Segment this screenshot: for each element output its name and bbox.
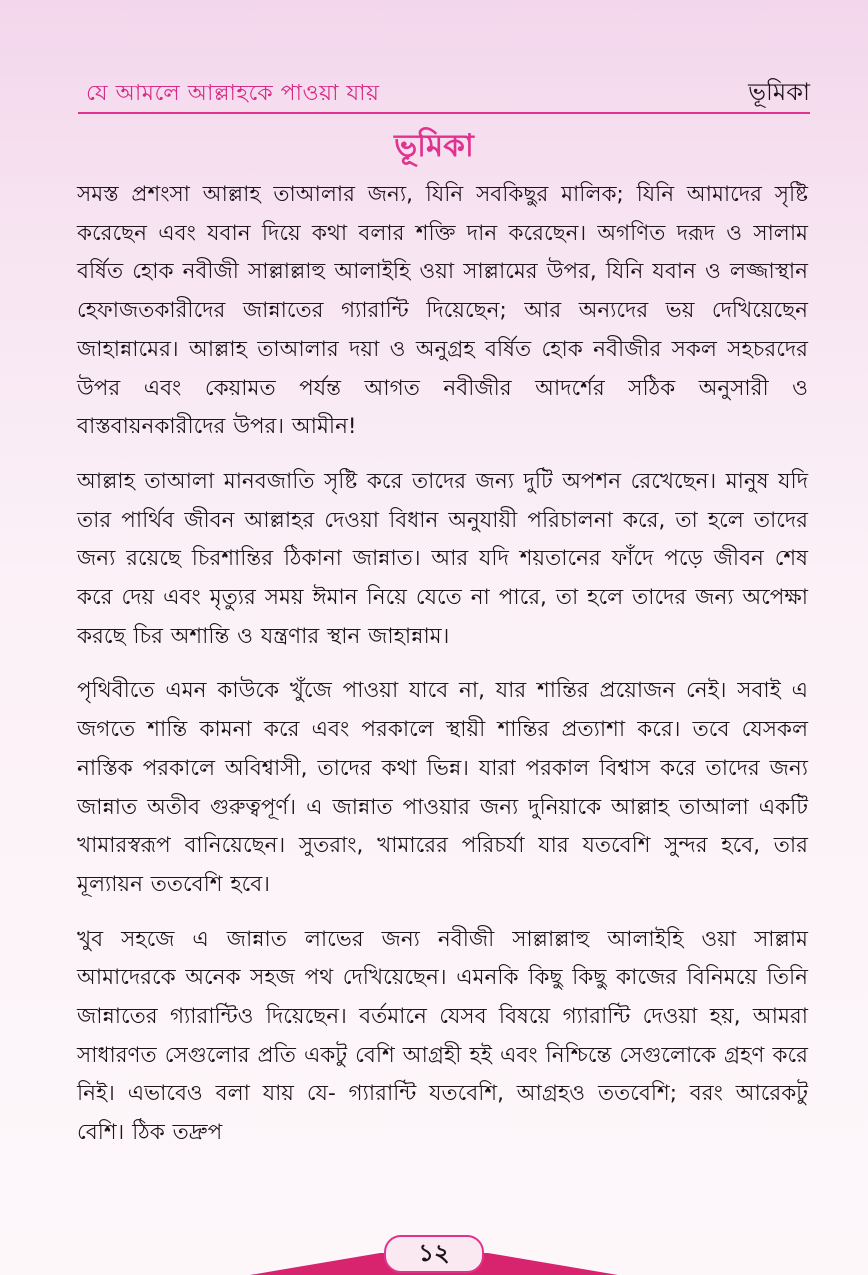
- paragraph-1: সমস্ত প্রশংসা আল্লাহ তাআলার জন্য, যিনি সবকিছুর মালিক; যিনি আমাদের সৃষ্টি করেছেন এবং যবান দিয়ে কথা বলার শক্তি দান করেছেন। অগণিত দরূদ ও সালাম বর্ষিত হোক নবীজী সাল্লাল্লাহু আলাইহি ওয়া সাল্লামের উপর, যিনি যবান ও লজ্জাস্থান হেফাজতকারীদের জান্নাতের গ্যারান্টি দিয়েছেন; আর অন্যদের ভয় দেখিয়েছেন জাহান্নামের। আল্লাহ তাআলার দয়া ও অনুগ্রহ বর্ষিত হোক নবীজীর সকল সহচরদের উপর এবং কেয়ামত পর্যন্ত আগত নবীজীর আদর্শের সঠিক অনুসারী ও বাস্তবায়নকারীদের উপর। আমীন!: [77, 182, 808, 440]
- page-number: ১২: [384, 1235, 484, 1273]
- page-title: ভূমিকা: [394, 128, 474, 164]
- paragraph-4: খুব সহজে এ জান্নাত লাভের জন্য নবীজী সাল্লাল্লাহু আলাইহি ওয়া সাল্লাম আমাদেরকে অনেক সহজ পথ দেখিয়েছেন। এমনকি কিছু কিছু কাজের বিনিময়ে তিনি জান্নাতের গ্যারান্টিও দিয়েছেন। বর্তমানে যেসব বিষয়ে গ্যারান্টি দেওয়া হয়, আমরা সাধারণত সেগুলোর প্রতি একটু বেশি আগ্রহী হই এবং নিশ্চিন্তে সেগুলোকে গ্রহণ করে নিই। এভাবেও বলা যায় যে- গ্যারান্টি যতবেশি, আগ্রহও ততবেশি; বরং আরেকটু বেশি। ঠিক তদ্রুপ: [77, 926, 808, 1146]
- footer-band: [0, 1239, 868, 1275]
- paragraph-3: পৃথিবীতে এমন কাউকে খুঁজে পাওয়া যাবে না, যার শান্তির প্রয়োজন নেই। সবাই এ জগতে শান্তি কামনা করে এবং পরকালে স্থায়ী শান্তির প্রত্যাশা করে। তবে যেসকল নাস্তিক পরকালে অবিশ্বাসী, তাদের কথা ভিন্ন। যারা পরকাল বিশ্বাস করে তাদের জন্য জান্নাত অতীব গুরুত্বপূর্ণ। এ জান্নাত পাওয়ার জন্য দুনিয়াকে আল্লাহ তাআলা একটি খামারস্বরূপ বানিয়েছেন। সুতরাং, খামারের পরিচর্যা যার যতবেশি সুন্দর হবে, তার মূল্যায়ন ততবেশি হবে।: [77, 678, 808, 897]
- section-name: ভূমিকা: [748, 78, 810, 106]
- paragraph-2: আল্লাহ তাআলা মানবজাতি সৃষ্টি করে তাদের জন্য দুটি অপশন রেখেছেন। মানুষ যদি তার পার্থিব জীবন আল্লাহর দেওয়া বিধান অনুযায়ী পরিচালনা করে, তা হলে তাদের জন্য রয়েছে চিরশান্তির ঠিকানা জান্নাত। আর যদি শয়তানের ফাঁদে পড়ে জীবন শেষ করে দেয় এবং মৃত্যুর সময় ঈমান নিয়ে যেতে না পারে, তা হলে তাদের জন্য অপেক্ষা করছে চির অশান্তি ও যন্ত্রণার স্থান জাহান্নাম।: [77, 468, 808, 649]
- body-text: [77, 176, 808, 1169]
- running-header: [78, 72, 810, 114]
- book-title: যে আমলে আল্লাহকে পাওয়া যায়: [86, 81, 380, 106]
